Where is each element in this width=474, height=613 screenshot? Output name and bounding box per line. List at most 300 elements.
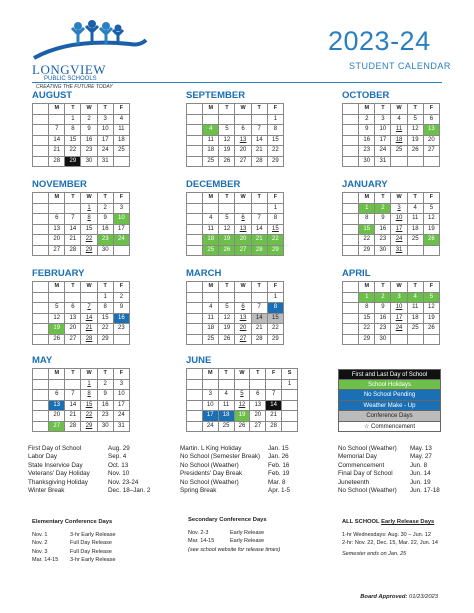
month-name: NOVEMBER [32,179,87,190]
logo-subname: PUBLIC SCHOOLS [44,76,97,82]
day-cell: 22 [267,146,283,157]
page-subtitle: STUDENT CALENDAR [349,61,451,71]
day-cell: 29 [267,245,283,256]
holiday-name: Labor Day [28,453,58,461]
day-cell: 7 [65,214,81,225]
month-grid [186,281,284,345]
day-cell: 27 [423,146,439,157]
day-cell: 5 [219,214,235,225]
holiday-date: Sep. 4 [108,453,127,461]
week-cell [343,146,359,157]
day-cell: 5 [219,303,235,314]
day-cell [218,379,234,390]
allschool-line3: Semester ends on Jan. 25 [342,550,407,557]
month-april [342,268,448,345]
board-approved-label: Board Approved: [360,594,408,600]
weekday-header: T [218,369,234,380]
week-cell [343,303,359,314]
day-cell: 12 [423,214,439,225]
day-cell: 1 [81,379,97,390]
month-name: FEBRUARY [32,268,85,279]
weekday-header: W [235,282,251,293]
day-cell: 15 [359,224,375,235]
conference-date: Nov. 3 [32,548,48,555]
day-cell [266,379,282,390]
holiday-name: Memorial Day [338,453,377,461]
week-cell [187,313,203,324]
day-cell: 15 [267,224,283,235]
day-cell: 4 [113,114,129,125]
day-cell: 1 [359,203,375,214]
day-cell: 25 [203,334,219,345]
legend-item: First and Last Day of School [338,369,441,380]
day-cell: 25 [203,245,219,256]
holiday-row [180,445,318,453]
day-cell: 23 [81,146,97,157]
week-cell [187,203,203,214]
day-cell: 19 [219,146,235,157]
day-cell: 1 [65,114,81,125]
day-cell: 29 [65,156,81,167]
holiday-date: Feb. 19 [268,470,290,478]
holiday-name: State Inservice Day [28,461,83,469]
day-cell: 5 [423,203,439,214]
day-cell: 16 [375,224,391,235]
day-cell: 30 [375,245,391,256]
weekday-header: S [282,369,298,380]
holiday-row [180,487,318,495]
weekday-header: F [267,193,283,204]
weekday-header: T [251,193,267,204]
day-cell: 28 [251,245,267,256]
secondary-note: (see school website for release times) [188,546,281,553]
weekday-header: T [219,282,235,293]
day-cell: 16 [97,224,113,235]
week-cell [187,400,203,411]
month-january [342,179,448,256]
logo-figures-icon [30,18,150,62]
month-september [186,90,292,167]
month-grid [32,192,130,256]
week-cell [33,379,49,390]
conference-row [32,539,172,548]
day-cell: 19 [219,235,235,246]
logo-name: LONGVIEW [32,62,107,77]
weekday-header: F [423,282,439,293]
day-cell: 9 [375,303,391,314]
day-cell: 12 [219,224,235,235]
conference-type: 3-hr Early Release [70,531,116,538]
day-cell: 6 [49,390,65,401]
weekday-header: W [391,193,407,204]
day-cell: 14 [251,135,267,146]
day-cell: 9 [97,214,113,225]
week-cell [33,400,49,411]
month-grid [342,192,440,256]
weekday-header: T [97,369,113,380]
month-may [32,355,138,432]
week-cell [343,324,359,335]
holiday-row [338,445,454,453]
holiday-name: Winter Break [28,487,65,495]
day-cell: 15 [359,313,375,324]
day-cell: 16 [81,135,97,146]
month-name: MAY [32,355,53,366]
day-cell [282,411,298,422]
day-cell: 25 [407,235,423,246]
month-grid [186,103,284,167]
day-cell: 10 [375,125,391,136]
month-grid [32,281,130,345]
day-cell: 26 [219,334,235,345]
day-cell: 10 [97,125,113,136]
day-cell: 5 [423,292,439,303]
day-cell [407,156,423,167]
day-cell: 4 [203,303,219,314]
conference-type: Early Release [230,538,265,544]
logo-tagline: CREATING THE FUTURE TODAY [36,84,113,90]
day-cell: 2 [375,292,391,303]
weekday-header: F [423,104,439,115]
day-cell: 12 [219,313,235,324]
month-february [32,268,138,345]
holiday-date: Oct. 13 [108,461,129,469]
week-cell [187,156,203,167]
day-cell: 18 [113,135,129,146]
weekday-header: W [391,104,407,115]
day-cell: 11 [203,224,219,235]
holiday-date: Feb. 16 [268,461,290,469]
month-june [186,355,292,432]
holiday-date: Jun. 8 [410,461,428,469]
day-cell: 13 [49,400,65,411]
holiday-name: Final Day of School [338,470,393,478]
conference-row [32,531,172,540]
board-approved-date: 01/23/2023 [408,594,438,600]
day-cell: 29 [97,334,113,345]
week-cell [33,292,49,303]
day-cell: 1 [282,379,298,390]
weekday-header: M [359,282,375,293]
week-cell [33,203,49,214]
day-cell: 1 [267,114,283,125]
week-cell [33,324,49,335]
day-cell: 23 [375,324,391,335]
legend-item: ☆ Commencement [338,422,441,433]
week-cell [343,334,359,345]
holiday-row [28,470,166,478]
day-cell: 19 [407,135,423,146]
day-cell: 15 [267,135,283,146]
day-cell [65,292,81,303]
month-name: SEPTEMBER [186,90,246,101]
holiday-row [28,479,166,487]
day-cell: 12 [49,313,65,324]
holiday-row [28,487,166,495]
holiday-row [338,479,454,487]
day-cell: 22 [97,324,113,335]
day-cell [423,334,439,345]
all-school-early-release [342,518,462,558]
weekday-header: T [219,104,235,115]
day-cell: 2 [359,114,375,125]
weekday-header: M [202,369,218,380]
week-cell [187,379,203,390]
day-cell: 22 [359,235,375,246]
board-approved [360,594,438,600]
weekday-header: T [375,104,391,115]
holiday-name: No School (Weather) [338,445,397,452]
holiday-date: Apr. 1-5 [268,487,291,495]
weekday-header: F [267,282,283,293]
day-cell: 4 [391,114,407,125]
week-cell [33,114,49,125]
day-cell: 10 [113,390,129,401]
holiday-date: Mar. 8 [268,478,286,486]
day-cell: 15 [81,400,97,411]
weekday-header: T [251,104,267,115]
legend-item: No School Pending [338,390,441,401]
weekday-header: F [113,193,129,204]
day-cell: 18 [407,224,423,235]
day-cell: 29 [359,245,375,256]
day-cell: 29 [359,334,375,345]
day-cell: 20 [423,135,439,146]
day-cell: 15 [65,135,81,146]
day-cell [391,156,407,167]
header-rule [32,82,442,83]
day-cell: 13 [423,125,439,136]
day-cell: 8 [81,390,97,401]
holiday-date: Jan. 26 [268,453,289,461]
conference-date: Mar. 14-15 [32,557,59,563]
day-cell: 28 [81,334,97,345]
day-cell: 22 [359,324,375,335]
day-cell: 8 [97,303,113,314]
day-cell: 23 [97,411,113,422]
day-cell: 22 [81,235,97,246]
day-cell: 23 [375,235,391,246]
holiday-row [28,453,166,461]
day-cell: 1 [267,292,283,303]
day-cell: 8 [81,214,97,225]
day-cell [203,114,219,125]
week-cell [343,224,359,235]
month-december [186,179,292,256]
week-cell [33,245,49,256]
day-cell: 17 [375,135,391,146]
month-name: MARCH [186,268,222,279]
weekday-header: T [97,104,113,115]
day-cell: 7 [81,303,97,314]
day-cell: 7 [251,214,267,225]
day-cell: 18 [203,235,219,246]
conference-row [32,548,172,557]
week-cell [33,235,49,246]
weekday-header: W [81,193,97,204]
day-cell [282,400,298,411]
month-grid [186,368,298,432]
conference-type: 3-hr Early Release [70,557,116,563]
weekday-header: T [65,193,81,204]
week-cell [187,292,203,303]
legend-item: Weather Make - Up [338,401,441,412]
day-cell: 11 [407,303,423,314]
holiday-row [338,470,454,478]
day-cell: 19 [423,313,439,324]
day-cell: 1 [359,292,375,303]
holiday-name: No School (Semester Break) [180,453,261,461]
day-cell [251,203,267,214]
holiday-date: Dec. 18–Jan. 2 [108,487,151,495]
holiday-date: Jun. 14 [410,470,431,478]
day-cell [250,379,266,390]
holiday-row [180,462,318,470]
holiday-row [338,453,454,461]
month-name: JANUARY [342,179,388,190]
day-cell: 29 [267,334,283,345]
weekday-header: W [235,193,251,204]
holiday-list-1 [28,445,166,495]
day-cell: 1 [81,203,97,214]
holiday-date: Aug. 29 [108,445,130,452]
day-cell [391,334,407,345]
day-cell: 8 [267,303,283,314]
day-cell: 20 [49,411,65,422]
allschool-line1: 1-hr Wednesdays: Aug. 30 – Jun. 12 [342,531,431,538]
holiday-row [180,479,318,487]
day-cell: 19 [49,324,65,335]
day-cell: 21 [251,146,267,157]
day-cell: 11 [391,125,407,136]
weekday-header: M [203,193,219,204]
elementary-title: Elementary Conference Days [32,519,113,525]
day-cell: 10 [391,214,407,225]
day-cell: 16 [113,313,129,324]
weekday-header: T [407,193,423,204]
day-cell: 10 [391,303,407,314]
weekday-header: T [219,193,235,204]
day-cell: 3 [391,203,407,214]
day-cell: 24 [97,146,113,157]
day-cell: 6 [65,303,81,314]
holiday-row [338,462,454,470]
month-grid [342,103,440,167]
day-cell: 14 [65,400,81,411]
conference-date: Nov. 2 [32,540,48,546]
conference-date: Mar. 14-15 [188,538,215,544]
day-cell: 20 [65,324,81,335]
day-cell: 11 [218,400,234,411]
day-cell: 11 [113,125,129,136]
day-cell: 6 [235,125,251,136]
conference-row [188,529,328,538]
day-cell: 17 [391,313,407,324]
week-cell [187,303,203,314]
day-cell: 2 [97,203,113,214]
day-cell: 28 [251,334,267,345]
day-cell [423,156,439,167]
week-cell [343,203,359,214]
page-title: 2023-24 [328,26,431,56]
holiday-name: Spring Break [180,487,217,495]
day-cell: 6 [49,214,65,225]
weekday-header: M [203,282,219,293]
day-cell: 24 [391,324,407,335]
day-cell: 4 [203,214,219,225]
day-cell: 5 [219,125,235,136]
day-cell: 12 [234,400,250,411]
day-cell: 26 [423,235,439,246]
day-cell: 27 [235,156,251,167]
day-cell: 26 [219,156,235,167]
day-cell: 12 [407,125,423,136]
day-cell [65,203,81,214]
day-cell: 8 [359,303,375,314]
weekday-header: M [49,282,65,293]
holiday-name: Juneteenth [338,478,370,486]
day-cell: 8 [359,214,375,225]
week-cell [187,146,203,157]
day-cell: 27 [235,334,251,345]
day-cell: 24 [391,235,407,246]
day-cell: 12 [219,135,235,146]
weekday-header: M [359,104,375,115]
holiday-row [180,470,318,478]
day-cell: 18 [407,313,423,324]
day-cell: 13 [235,224,251,235]
day-cell [202,379,218,390]
weekday-header: M [49,369,65,380]
day-cell: 24 [375,146,391,157]
day-cell [235,203,251,214]
weekday-header: T [97,193,113,204]
week-cell [187,324,203,335]
day-cell [113,156,129,167]
weekday-header: T [375,193,391,204]
day-cell [81,292,97,303]
day-cell: 7 [266,390,282,401]
day-cell: 13 [235,135,251,146]
weekday-header: W [235,104,251,115]
day-cell: 26 [407,146,423,157]
day-cell: 30 [359,156,375,167]
day-cell: 27 [65,334,81,345]
day-cell: 6 [423,114,439,125]
day-cell: 21 [65,235,81,246]
day-cell: 9 [375,214,391,225]
day-cell: 1 [267,203,283,214]
secondary-title: Secondary Conference Days [188,517,267,523]
day-cell: 27 [250,421,266,432]
legend-item: School Holidays [338,380,441,391]
day-cell [235,292,251,303]
week-cell [187,334,203,345]
conference-row [32,556,172,565]
week-cell [187,245,203,256]
day-cell [282,390,298,401]
day-cell: 4 [203,125,219,136]
week-cell [187,135,203,146]
day-cell: 28 [65,245,81,256]
day-cell: 4 [407,292,423,303]
day-cell: 7 [49,125,65,136]
day-cell: 29 [81,421,97,432]
day-cell: 4 [407,203,423,214]
holiday-list-2 [180,445,318,495]
day-cell: 26 [49,334,65,345]
day-cell: 18 [203,146,219,157]
